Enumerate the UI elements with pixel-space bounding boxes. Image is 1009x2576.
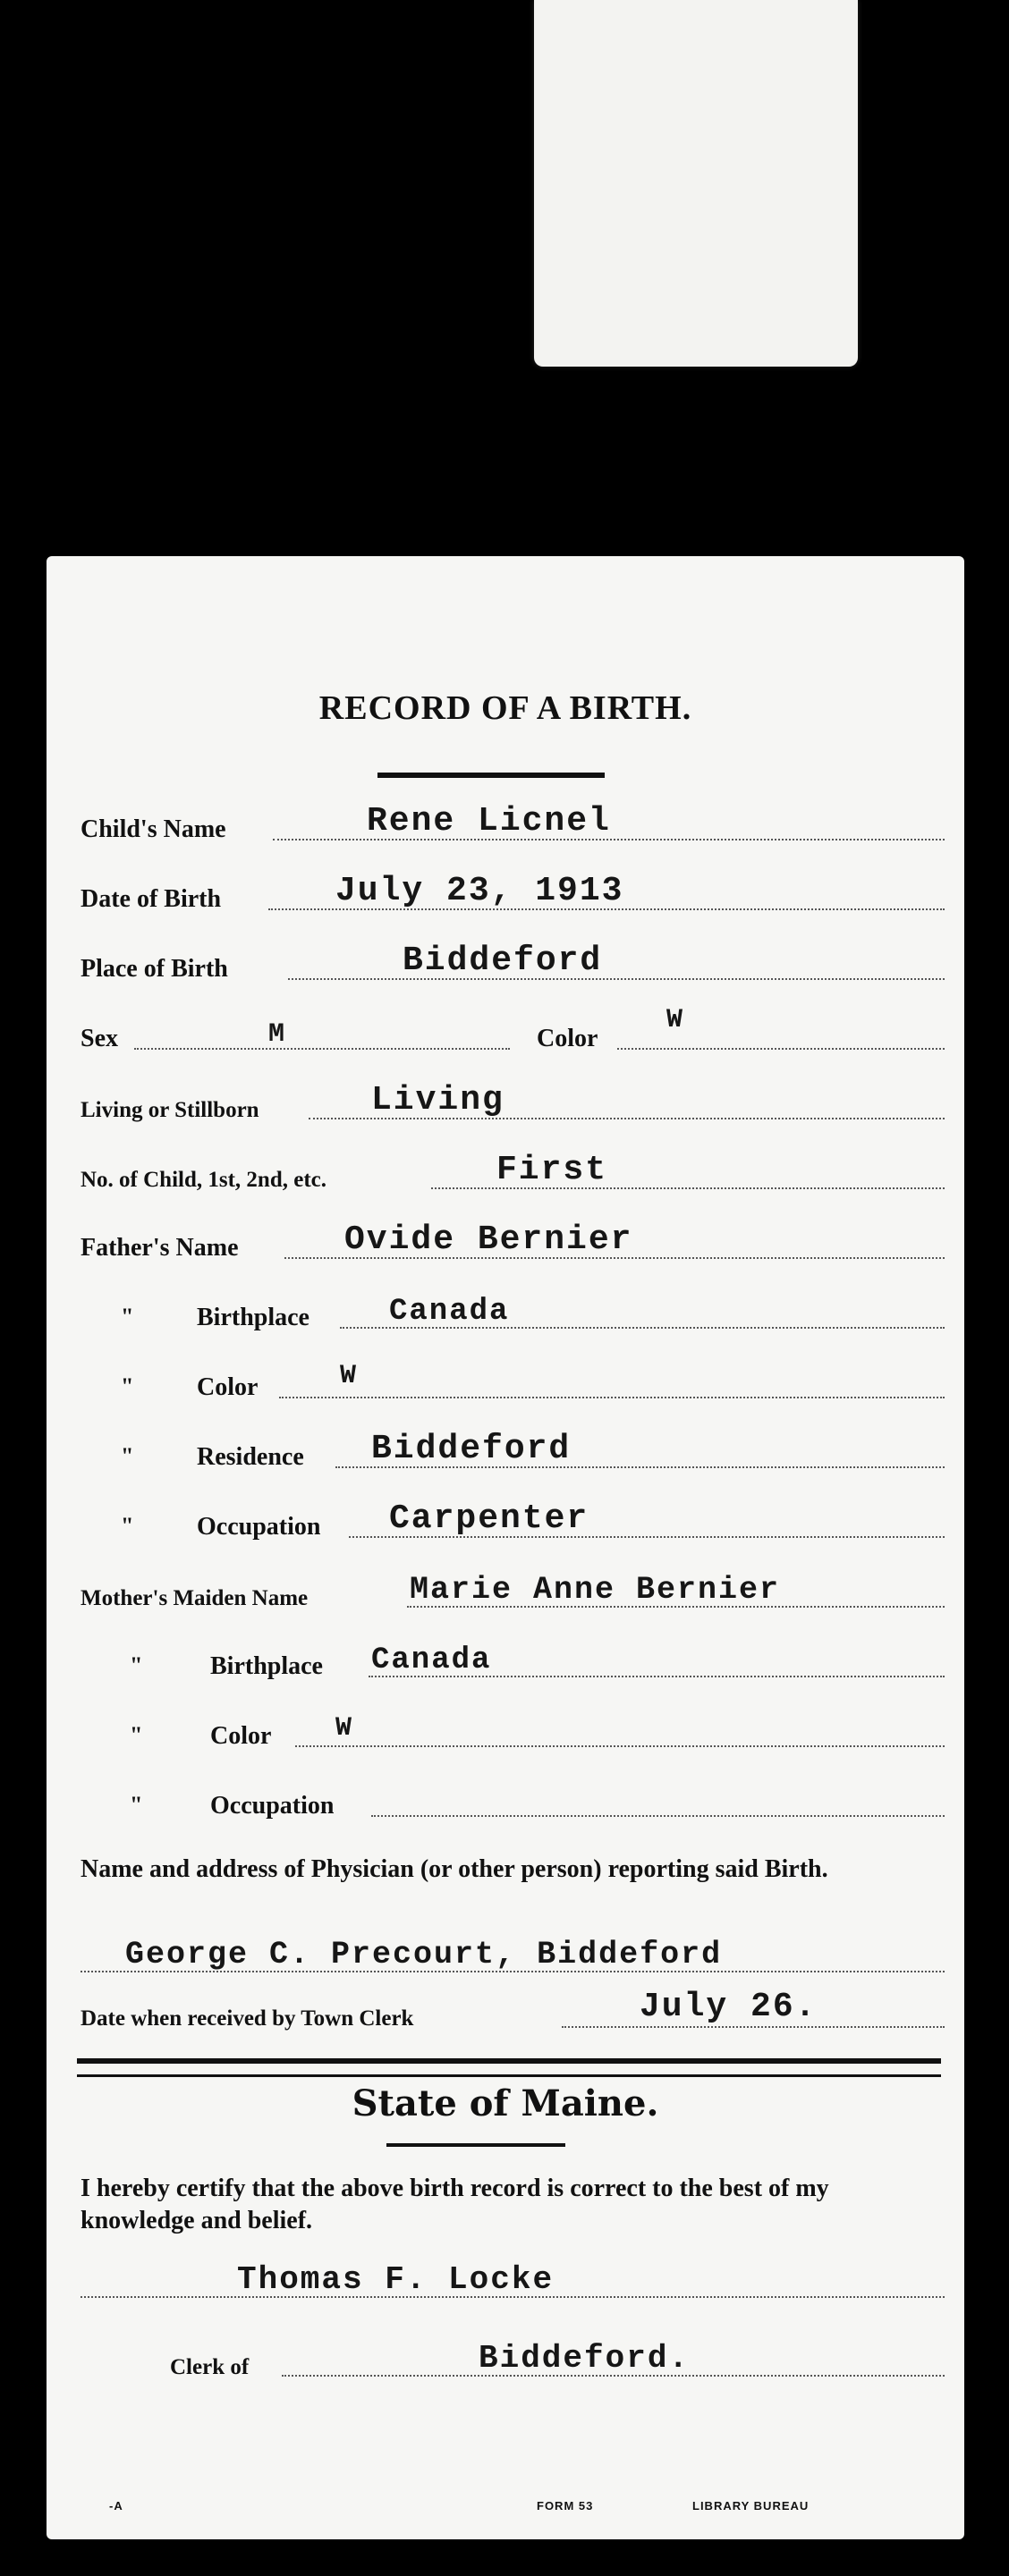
footer-mark: -A: [109, 2499, 123, 2513]
dotted-line: [617, 1048, 945, 1050]
dotted-line: [295, 1745, 945, 1747]
row-father-residence: [81, 1427, 945, 1481]
value-place-of-birth: Biddeford: [403, 942, 603, 980]
value-date-received: July 26.: [640, 1988, 818, 2026]
value-child-number: First: [496, 1151, 608, 1189]
ditto-mark: ": [121, 1373, 134, 1399]
value-mother-birthplace: Canada: [371, 1643, 492, 1677]
value-living-stillborn: Living: [371, 1081, 504, 1119]
label-father-birthplace: Birthplace: [197, 1304, 309, 1331]
record-title: RECORD OF A BIRTH.: [318, 689, 692, 727]
ditto-mark: ": [121, 1443, 134, 1469]
row-mother-color: [81, 1706, 945, 1760]
row-sex-color: [81, 1005, 945, 1062]
row-date-of-birth: [81, 869, 945, 923]
value-father-occupation: Carpenter: [389, 1499, 589, 1538]
value-color: W: [666, 1005, 685, 1035]
row-place-of-birth: [81, 939, 945, 992]
value-mother-color: W: [335, 1713, 354, 1744]
label-living-stillborn: Living or Stillborn: [81, 1098, 259, 1122]
value-physician: George C. Precourt, Biddeford: [125, 1937, 723, 1972]
value-father-residence: Biddeford: [371, 1430, 572, 1468]
row-child-number: [81, 1148, 945, 1202]
dotted-line: [371, 1815, 945, 1817]
row-mother-maiden-name: [81, 1567, 945, 1620]
dotted-line: [134, 1048, 510, 1050]
value-father-name: Ovide Bernier: [344, 1220, 633, 1259]
label-color: Color: [537, 1025, 598, 1052]
ditto-mark: ": [121, 1513, 134, 1539]
label-clerk-of: Clerk of: [170, 2355, 250, 2379]
value-father-birthplace: Canada: [389, 1295, 510, 1329]
row-father-birthplace: [81, 1288, 945, 1341]
label-mother-occupation: Occupation: [210, 1792, 335, 1820]
title-rule: [377, 773, 605, 778]
label-child-number: No. of Child, 1st, 2nd, etc.: [81, 1168, 327, 1192]
label-mother-maiden-name: Mother's Maiden Name: [81, 1586, 309, 1610]
row-clerk-of: [81, 2335, 945, 2389]
row-mother-occupation: [81, 1776, 945, 1829]
value-clerk-signature: Thomas F. Locke: [237, 2261, 555, 2298]
label-father-name: Father's Name: [81, 1234, 239, 1262]
physician-label: Name and address of Physician (or other person) reporting said Birth.: [81, 1855, 828, 1883]
ditto-mark: ": [130, 1722, 143, 1748]
ditto-mark: ": [130, 1652, 143, 1678]
label-child-name: Child's Name: [81, 815, 226, 843]
label-father-occupation: Occupation: [197, 1513, 321, 1541]
label-date-of-birth: Date of Birth: [81, 885, 222, 913]
row-father-occupation: [81, 1497, 945, 1550]
label-mother-birthplace: Birthplace: [210, 1652, 323, 1680]
dotted-line: [562, 2026, 945, 2028]
row-mother-birthplace: [81, 1636, 945, 1690]
value-mother-maiden-name: Marie Anne Bernier: [410, 1572, 781, 1608]
value-child-name: Rene Licnel: [367, 802, 611, 840]
label-place-of-birth: Place of Birth: [81, 955, 228, 983]
state-heading: State of Maine.: [352, 2082, 659, 2124]
ditto-mark: ": [130, 1792, 143, 1818]
ditto-mark: ": [121, 1304, 134, 1330]
label-father-color: Color: [197, 1373, 259, 1401]
card-tab: [534, 0, 858, 367]
birth-record-card: [47, 556, 964, 2539]
certification-text: I hereby certify that the above birth record is correct to the best of my knowledge and belief.: [81, 2175, 829, 2234]
row-father-color: [81, 1357, 945, 1411]
value-father-color: W: [340, 1361, 359, 1391]
label-sex: Sex: [81, 1025, 118, 1052]
dotted-line: [288, 978, 945, 980]
section-divider: [77, 2058, 941, 2077]
row-father-name: [81, 1218, 945, 1271]
row-clerk-signature: [81, 2257, 945, 2310]
footer-form: FORM 53: [537, 2499, 594, 2513]
footer-publisher: LIBRARY BUREAU: [692, 2499, 810, 2513]
label-mother-color: Color: [210, 1722, 272, 1750]
row-physician: [81, 1931, 945, 1985]
row-child-name: [81, 799, 945, 853]
value-clerk-of: Biddeford.: [479, 2340, 691, 2377]
dotted-line: [279, 1397, 945, 1398]
row-date-received: [81, 1987, 945, 2040]
row-living-stillborn: [81, 1078, 945, 1132]
label-date-received: Date when received by Town Clerk: [81, 2006, 414, 2031]
state-rule: [386, 2143, 565, 2147]
label-father-residence: Residence: [197, 1443, 304, 1471]
value-date-of-birth: July 23, 1913: [335, 872, 624, 910]
value-sex: M: [268, 1019, 287, 1050]
